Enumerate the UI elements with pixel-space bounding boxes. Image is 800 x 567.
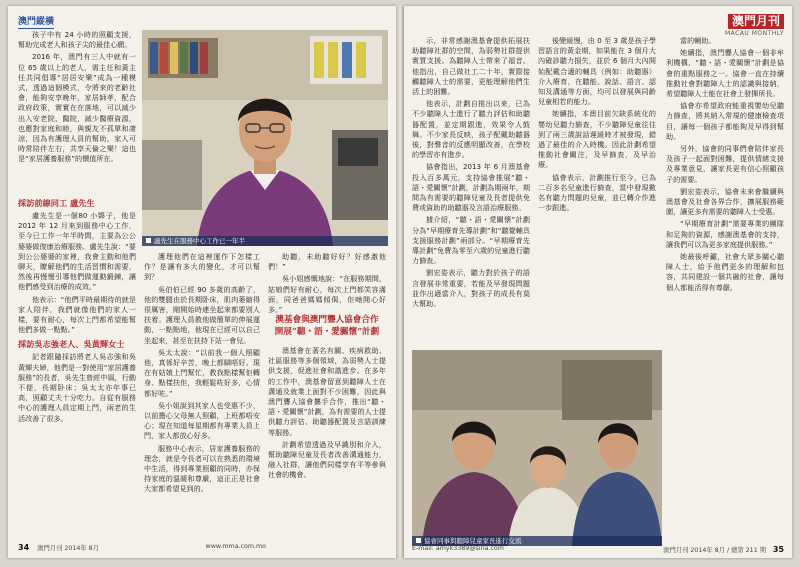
footer-url: www.mma.com.mo [205,543,266,550]
subheading-interview-elders: 採訪吳志強老人、吳黃輝女士 [18,339,125,350]
group-photo [412,350,662,546]
masthead-logo: 澳門月刊 [728,14,784,29]
paragraph: 協會亦希望政府能重視嬰幼兒聽力篩查，將其納入常規的健康檢查項目，讓每一個孩子都能夠及早得到幫助。 [666,101,784,141]
right-col2-top [538,36,656,215]
footer-issue: 澳門月刊 2014年 8月 / 總第 211 期 [663,547,766,554]
paragraph: “早期療育計劃”需要專業的團隊和足夠的資源，感謝澳基會的支持，讓我們可以為更多家庭提供服務。” [666,219,784,249]
page-number: 34 [18,543,30,552]
right-col3 [666,36,784,295]
left-page [8,6,396,558]
left-col3-bottom [268,346,386,483]
paragraph: 盧先生是一個80 小夥子，他是 2012 年 12 月來到服務中心工作，至今已工作一年半時間，主要為公公婆婆做復康治療服務。盧先生說：“要到公公婆婆的家裡，我會主動和他們聊天，瞭解他們的生活習慣和需要，然後再慢慢引導他們做運動鍛鍊，讓他們感受到治療的成效。” [18,211,136,292]
caption-marker-icon [416,538,421,543]
paragraph: 他表示，計劃自推出以來，已為不少聽障人士進行了聽力評估和助聽器配置，並定期跟進，效果令人鼓舞。不少家長反映，孩子配戴助聽器後，對聲音的反應明顯改善，在學校的學習亦有進步。 [412,99,530,160]
left-col2 [144,252,260,497]
paragraph: 協會指出，2013 年 6 月澳基會投入百多萬元，支持協會推展“聽・語・愛關懷”計劃，計劃為期兩年，期間為有需要的聽障兒童及長者提供免費或資助的助聽器及言語治療服務。 [412,162,530,213]
photo-caption: 協會同事與聽障兒童家長進行交流 [412,536,662,546]
page-number: 35 [772,545,784,554]
paragraph: 劉宏姿表示，聽力對於孩子的語言發展非常重要，若能及早發現問題並作出適當介入，對孩子的成長有莫大幫助。 [412,268,530,309]
spine [396,6,404,558]
paragraph: 據介紹，“聽・語・愛關懷”計劃分為“早期療育先導計劃”和“聽覺輔具支援服務計劃”兩部分。“早期療育先導計劃”免費為零至六歲的兒童進行聽力篩查。 [412,215,530,266]
section-tag: 澳門縱橫 [18,14,54,29]
paragraph: 吳小姐說到其家人也受惠不少，以前擔心父母無人照顧，上班都唔安心；現在知道每星期都有專業人員上門，家人都放心好多。 [144,400,260,441]
right-col1 [412,36,530,311]
caption-marker-icon [146,238,151,243]
paragraph: 計劃希望透過及早識別和介入，幫助聽障兒童及長者改善溝通能力，融入社群，讓他們同樣享有平等參與社會的機會。 [268,439,386,480]
right-page [404,6,792,558]
paragraph: 後變緩慢，由 0 至 3 歲是孩子學習語言的黃金期，如果能在 3 個月大內確診聽力損失，並於 6 個月大內開始配戴合適的輔具（例如：助聽器）介入療育，在聽能、說話、語言、認知及溝通等方面，均可以發展與同齡兒童相若的能力。 [538,36,656,107]
footer-issue: 澳門月刊 2014年 8月 [37,545,99,552]
portrait-photo-image [142,30,388,246]
article-heading-line1: 澳基會與澳門聾人協會合作 [275,315,379,325]
article-heading [266,314,388,338]
subheading-interview-staff: 採訪前線同工 盧先生 [18,198,95,208]
paragraph: 吳太太說：“以前我一個人照顧他，真係好辛苦，晚上都瞓唔好。現在有姑娘上門幫忙，教我點樣幫佢轉身、點樣扶佢，我輕鬆咗好多，心情都好咗。” [144,347,260,398]
paragraph: 她最後呼籲，社會大眾多關心聽障人士，給予他們更多的理解和包容，共同建設一個共融的社會，讓每個人都能活得有尊嚴。 [666,252,784,292]
group-photo-image [412,350,662,546]
paragraph: 劉宏姿表示，協會未來會繼續與澳基會及社會各界合作，擴展服務範圍，讓更多有需要的聽障人士受惠。 [666,186,784,217]
paragraph: 服務中心表示，居家護養服務的理念，就是令長者可以在熟悉的環境中生活，得到專業照顧的同時，亦保持家庭的溫暖和尊嚴，這正正是社會大家都希望見到的。 [144,443,260,494]
masthead-subtitle: MACAU MONTHLY [724,30,784,37]
paragraph: 協會表示，計劃推行至今，已為二百多名兒童進行篩查，當中發現數名有聽力問題的兒童，並已轉介作進一步跟進。 [538,172,656,213]
article-heading-line2: 開展“聽・語・愛關懷”計劃 [274,327,380,337]
portrait-photo [142,30,388,246]
photo-caption: 盧先生在服務中心工作已一年半 [142,236,388,246]
masthead [696,10,784,37]
footer-email: E-mail: amyk3389@sina.com [412,545,504,552]
paragraph: 吳伯伯已經 90 多歲的高齡了，他的雙腿由於長期卧床，肌肉萎縮得很厲害，剛開始時連坐起來都要別人扶着。護理人員教他做簡單的伸展運動，一點點地，他現在已經可以自己坐起來，甚至在扶持下站一會兒。 [144,284,260,345]
paragraph: 護理他們在這裡運作下怎樣工作？是讓有多大的變化，才可以幫到？ [144,252,260,282]
paragraph: 當的輔助。 [680,36,716,45]
left-col3-top [268,252,386,317]
right-footer [412,545,784,552]
paragraph: 示，非常感謝澳基會提供拓展扶助聽障社群的空間，為弱勢社群提供實質支援。為聽障人士帶來了福音。他指出，自己做社工二十年，實際接觸聽障人士的需要，更能理解他們生活上的困難。 [412,36,530,97]
left-col1-top [18,30,136,167]
left-col1-main [18,194,136,426]
paragraph: 孩子中有 24 小時的照顧支援，幫助完成老人和孩子尖的最佳心願。 [18,30,136,50]
paragraph: 澳基會在著名有關、疾病救助、社區服務等多個領域，為弱勢人士提供支援，促進社會和諧進步。在多年的工作中，澳基會留意到聽障人士在溝通及就業上面對不少困難，因此與澳門聾人協會攜手合作，推出“聽・語・愛關懷”計劃，為有需要的人士提供聽力評估、助聽器配置及言語訓練等服務。 [268,346,386,437]
paragraph: 2016 年，澳門有三人中就有一位 65 歲以上的老人，需主任和黃主任共同倡導“居居安樂”成為一種模式，透過這個模式，令將來的老齡社會，能夠安享晚年，家居師孝，配合政府政策，實實在在落地，可以減少出入安老院、醫院，減少醫療資源，也應對家庭和睦，與親友不孤單和凄涼，因為有護理人員的幫助，家人可時常陪伴左右，共享天倫之樂！這也是“家居護養服務”的價值所在。 [18,52,136,164]
left-footer [18,543,386,552]
paragraph: 另外，協會的同事們會陪伴家長及孩子一起面對困難，提供情緒支援及專業意見，讓家長更有信心照顧孩子的需要。 [666,144,784,184]
paragraph: 記者跟隨採訪將老人吳志強和吳黃輝夫婦，他們是一對使用“家居護養服務”的長者，吳先生曾經中風，行動不便，長期卧床；吳太太亦年事已高，照顧丈夫十分吃力。自從有服務中心的護理人員定期上門，兩老的生活改善了很多。 [18,352,136,423]
paragraph: 助聽，未助聽好好？好感激他們！” [268,252,386,272]
paragraph: 她續指，澳門聾人協會一個非牟利機構，“聽・語・愛關懷”計劃是協會的重點服務之一。協會一直在持續推動社會對聽障人士的認識與接納，希望聽障人士能在社會上發揮所長。 [666,48,784,99]
paragraph: 她續指，本澳目前欠缺系統化的嬰幼兒聽力篩查，不少聽障兒童往往到了兩三歲說話遲緩時才被發現，錯過了最佳的介入時機。因此計劃希望推動社會關注，及早篩查，及早治療。 [538,109,656,170]
paragraph: 他表示：“他們平時最期待的就是家人陪伴，我們就像他們的家人一樣，要有耐心，每次上門都希望能幫他們多做一點點。” [18,294,136,335]
paragraph: 吳小姐感慨地說：“在服務期間，姑娘們好有耐心，每次上門都笑容滿面，同爸爸媽媽傾偈，佢哋開心好多。” [268,274,386,315]
